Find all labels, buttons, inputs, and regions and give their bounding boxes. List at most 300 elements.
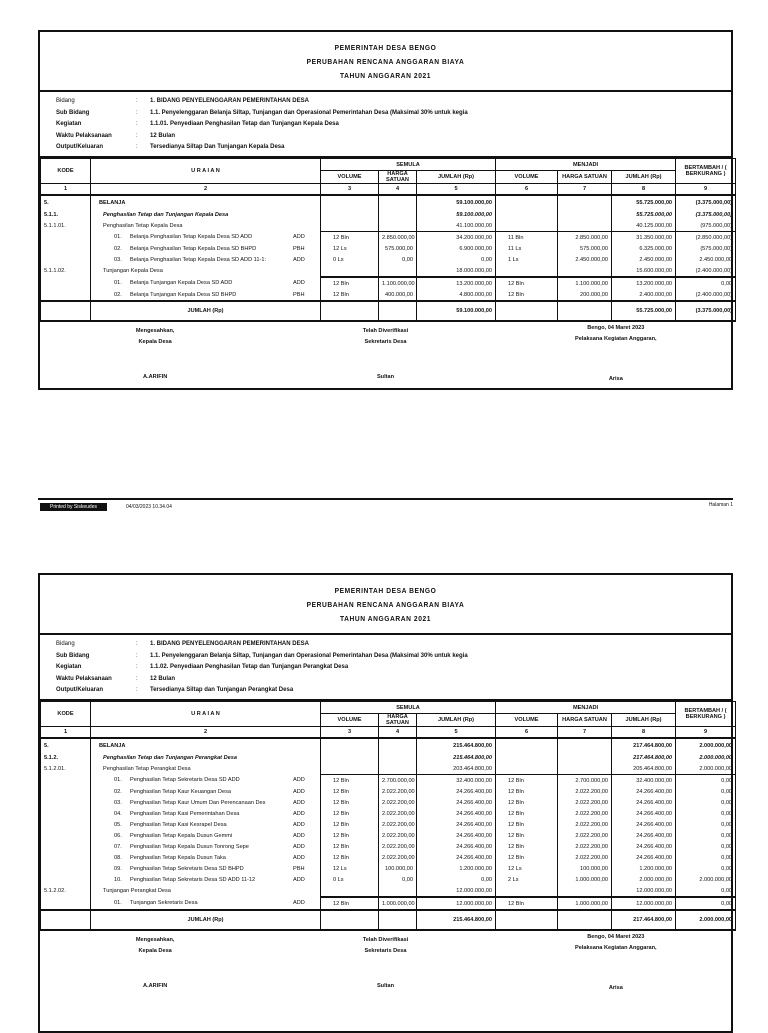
item-number: 07. [114,843,122,850]
item-selisih: 2.000.000,00 [676,874,736,885]
table-row [41,254,736,265]
item-name: Penghasilan Tetap Sekretaris Desa SD BHPD [130,865,244,872]
row-jumlah-semula: 18.000.000,00 [417,265,496,277]
item-harga-semula: 2.022.200,00 [379,797,417,808]
item-harga-semula: 400.000,00 [379,289,417,301]
item-jumlah-menjadi: 31.350.000,00 [612,232,676,244]
item-selisih: 2.450.000,00 [676,254,736,265]
row-uraian: BELANJA [91,738,321,752]
item-jumlah-semula: 1.200.000,00 [417,863,496,874]
table-row [41,830,736,841]
item-name: Belanja Penghasilan Tetap Kepala Desa SD BHPD [130,245,257,252]
item-source: ADD [293,810,305,817]
signature-caption: Telah Diverifikasi [362,937,409,943]
item-volume-menjadi: 2 Ls [496,874,558,885]
table-row [41,819,736,830]
signature-name: Arisa [608,985,623,991]
item-harga-menjadi: 575.000,00 [558,243,612,254]
item-jumlah-menjadi: 2.450.000,00 [612,254,676,265]
row-kode: 5.1.1. [41,209,91,220]
item-jumlah-semula: 0,00 [417,874,496,885]
item-number: 01. [114,777,122,784]
item-volume-semula: 12 Bln [321,852,379,863]
table-row-group [41,265,736,277]
table-row [41,243,736,254]
table-row-group [41,220,736,232]
col-number: 7 [558,184,612,196]
col-number: 9 [676,727,736,739]
table-row [41,786,736,797]
item-name: Penghasilan Tetap Kasi Kesrapel Desa [130,821,227,828]
col-number: 5 [417,184,496,196]
item-volume-menjadi: 12 Bln [496,830,558,841]
item-harga-menjadi: 2.700.000,00 [558,775,612,787]
info-waktu: Waktu Pelaksanaan : 12 Bulan [56,675,176,682]
title-year: TAHUN ANGGARAN 2021 [339,73,432,80]
signature-caption: Mengesahkan, [135,937,175,943]
row-jumlah-menjadi: 40.125.000,00 [612,220,676,232]
item-jumlah-semula: 4.800.000,00 [417,289,496,301]
signature-kepala-desa [40,322,270,388]
item-volume-menjadi: 12 Bln [496,897,558,910]
signature-role: Pelaksana Kegiatan Anggaran, [575,945,657,951]
item-name: Belanja Tunjangan Kepala Desa SD BHPD [130,291,237,298]
signature-role: Kepala Desa [138,948,172,954]
col-number: 4 [379,184,417,196]
item-volume-semula: 12 Bln [321,830,379,841]
item-name: Penghasilan Tetap Kasi Pemerintahan Desa [130,810,240,817]
item-harga-semula: 0,00 [379,254,417,265]
item-selisih: 0,00 [676,786,736,797]
row-jumlah-semula: 203.464.800,00 [417,763,496,775]
total-row [41,910,736,930]
item-jumlah-menjadi: 1.200.000,00 [612,863,676,874]
row-selisih: (3.375.000,00) [676,209,736,220]
item-volume-menjadi: 1 Ls [496,254,558,265]
col-header-uraian: U R A I A N [91,159,321,184]
item-jumlah-menjadi: 12.000.000,00 [612,897,676,910]
item-source: PBH [293,865,305,872]
info-sub-bidang: Sub Bidang : 1.1. Penyelenggaran Belanja Siltap, Tunjangan dan Operasional Pemerintahan Desa (Maksimal 30% untuk kegia [56,109,468,116]
item-harga-menjadi: 2.850.000,00 [558,232,612,244]
item-source: PBH [293,245,305,252]
item-volume-menjadi: 11 Ls [496,243,558,254]
item-name: Penghasilan Tetap Kepala Dusun Gemmi [130,832,233,839]
item-jumlah-semula: 24.266.400,00 [417,797,496,808]
item-number: 05. [114,821,122,828]
item-jumlah-menjadi: 24.266.400,00 [612,841,676,852]
row-selisih: 2.000.000,00 [676,763,736,775]
signature-pelaksana [501,322,731,388]
item-name: Belanja Penghasilan Tetap Kepala Desa SD ADD [130,234,253,241]
table-row [41,232,736,244]
item-harga-menjadi: 2.022.200,00 [558,808,612,819]
item-selisih: (2.850.000,00) [676,232,736,244]
col-header-volume: VOLUME [321,171,379,184]
col-header-kode: KODE [41,159,91,184]
col-header-harga: HARGA SATUAN [558,714,612,727]
item-source: ADD [293,843,305,850]
document-title [40,575,731,635]
item-jumlah-menjadi: 24.266.400,00 [612,819,676,830]
table-row [41,797,736,808]
item-harga-semula: 1.100.000,00 [379,277,417,289]
col-number: 1 [41,727,91,739]
table-row [41,897,736,910]
item-harga-menjadi: 1.000.000,00 [558,897,612,910]
table-row [41,841,736,852]
item-volume-semula: 12 Ls [321,863,379,874]
item-volume-semula: 12 Bln [321,775,379,787]
item-name: Penghasilan Tetap Kaur Umum Dan Perencanaan Des [130,799,266,806]
col-header-uraian: U R A I A N [91,702,321,727]
item-name: Penghasilan Tetap Kepala Dusun Taka [130,854,226,861]
row-jumlah-menjadi: 217.464.800,00 [612,752,676,763]
col-number: 8 [612,184,676,196]
item-harga-semula: 0,00 [379,874,417,885]
info-bidang: Bidang : 1. BIDANG PENYELENGGARAN PEMERINTAHAN DESA [56,98,309,104]
item-volume-semula: 0 Ls [321,254,379,265]
signature-name: Arisa [608,376,623,382]
item-selisih: (2.400.000,00) [676,289,736,301]
title-document: PERUBAHAN RENCANA ANGGARAN BIAYA [306,602,465,609]
item-name: Penghasilan Tetap Kepala Dusun Tonrong Sepe [130,843,249,850]
item-jumlah-semula: 24.266.400,00 [417,841,496,852]
col-header-jumlah: JUMLAH (Rp) [612,714,676,727]
rab-page-2 [38,573,733,1033]
item-jumlah-menjadi: 24.266.400,00 [612,808,676,819]
signature-sekretaris [270,931,500,997]
row-kode: 5.1.2.02. [41,885,91,897]
item-volume-semula: 12 Bln [321,797,379,808]
item-jumlah-semula: 34.200.000,00 [417,232,496,244]
signature-caption: Telah Diverifikasi [362,328,409,334]
row-jumlah-semula: 215.464.800,00 [417,752,496,763]
rab-page-1 [38,30,733,390]
row-jumlah-menjadi: 55.725.000,00 [612,195,676,209]
item-name: Penghasilan Tetap Kaur Keuangan Desa [130,788,231,795]
info-output: Output/Keluaran : Tersedianya Siltap dan Tunjangan Perangkat Desa [56,687,294,693]
item-volume-menjadi: 12 Bln [496,277,558,289]
col-number: 3 [321,727,379,739]
row-uraian: Tunjangan Kepala Desa [91,265,321,277]
item-source: ADD [293,777,305,784]
col-header-jumlah: JUMLAH (Rp) [417,714,496,727]
item-volume-menjadi: 12 Bln [496,289,558,301]
item-jumlah-semula: 6.900.000,00 [417,243,496,254]
item-source: ADD [293,280,305,286]
item-source: ADD [293,832,305,839]
col-number: 6 [496,184,558,196]
activity-info [40,92,731,158]
item-number: 06. [114,832,122,839]
item-harga-menjadi: 2.022.200,00 [558,852,612,863]
item-source: ADD [293,854,305,861]
item-source: ADD [293,821,305,828]
item-volume-menjadi: 11 Bln [496,232,558,244]
table-row-group [41,738,736,752]
item-jumlah-semula: 24.266.400,00 [417,786,496,797]
info-sub-bidang: Sub Bidang : 1.1. Penyelenggaran Belanja Siltap, Tunjangan dan Operasional Pemerintahan Desa (Maksimal 30% untuk kegia [56,652,468,659]
info-output: Output/Keluaran : Tersedianya Siltap Dan Tunjangan Kepala Desa [56,144,285,150]
footer-rule [38,498,733,500]
item-number: 02. [114,291,122,298]
info-bidang: Bidang : 1. BIDANG PENYELENGGARAN PEMERINTAHAN DESA [56,641,309,647]
total-menjadi: 55.725.000,00 [612,301,676,321]
row-kode: 5.1.2.01. [41,763,91,775]
row-selisih: (2.400.000,00) [676,265,736,277]
budget-table [40,701,736,931]
total-selisih: (3.375.000,00) [676,301,736,321]
item-selisih: 0,00 [676,277,736,289]
item-number: 08. [114,854,122,861]
item-jumlah-menjadi: 24.266.400,00 [612,786,676,797]
item-harga-menjadi: 2.022.200,00 [558,797,612,808]
row-jumlah-menjadi: 55.725.000,00 [612,209,676,220]
item-source: ADD [293,876,305,883]
item-volume-semula: 12 Bln [321,277,379,289]
item-selisih: 0,00 [676,797,736,808]
item-number: 01. [114,280,122,286]
col-header-harga: HARGA SATUAN [379,714,417,727]
item-jumlah-menjadi: 24.266.400,00 [612,830,676,841]
col-number: 1 [41,184,91,196]
item-harga-menjadi: 2.022.200,00 [558,841,612,852]
total-selisih: 2.000.000,00 [676,910,736,930]
signature-role: Kepala Desa [138,339,172,345]
item-jumlah-semula: 24.266.400,00 [417,819,496,830]
item-harga-menjadi: 1.100.000,00 [558,277,612,289]
item-volume-semula: 12 Bln [321,232,379,244]
budget-table [40,158,736,322]
item-volume-semula: 12 Bln [321,897,379,910]
total-semula: 215.464.800,00 [417,910,496,930]
col-header-bertambah: BERTAMBAH / ( BERKURANG ) [676,702,736,727]
item-volume-menjadi: 12 Bln [496,797,558,808]
title-government: PEMERINTAH DESA BENGO [334,45,437,52]
info-kegiatan: Kegiatan : 1.1.02. Penyediaan Penghasilan Tetap dan Tunjangan Perangkat Desa [56,664,349,670]
item-selisih: 0,00 [676,775,736,787]
row-kode: 5.1.2. [41,752,91,763]
item-harga-menjadi: 2.022.200,00 [558,819,612,830]
row-kode: 5. [41,195,91,209]
item-harga-menjadi: 1.000.000,00 [558,874,612,885]
item-selisih: 0,00 [676,841,736,852]
page-footer [38,498,733,510]
info-kegiatan: Kegiatan : 1.1.01. Penyediaan Penghasilan Tetap dan Tunjangan Kepala Desa [56,121,339,127]
item-number: 03. [114,799,122,806]
row-jumlah-semula: 59.100.000,00 [417,209,496,220]
row-jumlah-menjadi: 217.464.800,00 [612,738,676,752]
item-number: 10. [114,876,122,883]
col-header-harga: HARGA SATUAN [558,171,612,184]
item-number: 03. [114,256,122,263]
col-number: 2 [91,727,321,739]
signature-caption: Mengesahkan, [135,328,175,334]
item-harga-semula: 2.022.200,00 [379,808,417,819]
item-harga-semula: 575.000,00 [379,243,417,254]
signature-date: Bengo, 04 Maret 2023 [587,325,645,331]
col-header-volume: VOLUME [496,171,558,184]
row-kode: 5. [41,738,91,752]
item-volume-menjadi: 12 Bln [496,819,558,830]
item-harga-semula: 1.000.000,00 [379,897,417,910]
col-number: 4 [379,727,417,739]
item-jumlah-semula: 32.400.000,00 [417,775,496,787]
item-jumlah-menjadi: 2.000.000,00 [612,874,676,885]
item-jumlah-menjadi: 2.400.000,00 [612,289,676,301]
col-number: 9 [676,184,736,196]
table-row [41,808,736,819]
item-volume-menjadi: 12 Bln [496,775,558,787]
col-number: 5 [417,727,496,739]
row-selisih: 2.000.000,00 [676,738,736,752]
signature-name: Sultan [376,374,395,380]
table-row [41,277,736,289]
signature-date: Bengo, 04 Maret 2023 [587,934,645,940]
table-row-group [41,209,736,220]
signature-name: Sultan [376,983,395,989]
item-volume-menjadi: 12 Bln [496,852,558,863]
col-header-jumlah: JUMLAH (Rp) [417,171,496,184]
signature-name: A.ARIFIN [143,983,168,989]
item-selisih: 0,00 [676,863,736,874]
col-header-harga: HARGA SATUAN [379,171,417,184]
table-row-group [41,763,736,775]
item-harga-semula: 2.022.200,00 [379,819,417,830]
item-jumlah-semula: 24.266.400,00 [417,830,496,841]
row-jumlah-semula: 59.100.000,00 [417,195,496,209]
col-header-volume: VOLUME [496,714,558,727]
document-title [40,32,731,92]
row-selisih: 0,00 [676,885,736,897]
item-volume-menjadi: 12 Ls [496,863,558,874]
item-source: ADD [293,788,305,795]
col-number: 7 [558,727,612,739]
item-source: ADD [293,234,305,241]
col-number: 8 [612,727,676,739]
item-source: ADD [293,799,305,806]
item-harga-semula: 2.700.000,00 [379,775,417,787]
item-harga-semula: 2.022.200,00 [379,830,417,841]
info-waktu: Waktu Pelaksanaan : 12 Bulan [56,132,176,139]
activity-info [40,635,731,701]
item-harga-semula: 2.022.200,00 [379,786,417,797]
item-source: ADD [293,256,305,263]
col-header-bertambah: BERTAMBAH / ( BERKURANG ) [676,159,736,184]
row-uraian: BELANJA [91,195,321,209]
item-volume-semula: 0 Ls [321,874,379,885]
row-kode: 5.1.1.01. [41,220,91,232]
table-row-group [41,752,736,763]
total-row [41,301,736,321]
item-number: 02. [114,788,122,795]
row-uraian: Tunjangan Perangkat Desa [91,885,321,897]
item-volume-semula: 12 Bln [321,786,379,797]
col-header-kode: KODE [41,702,91,727]
col-header-menjadi: MENJADI [496,702,676,714]
title-government: PEMERINTAH DESA BENGO [334,588,437,595]
col-number: 6 [496,727,558,739]
item-volume-menjadi: 12 Bln [496,786,558,797]
item-name: Tunjangan Sekretaris Desa [130,900,198,906]
item-volume-menjadi: 12 Bln [496,841,558,852]
col-header-menjadi: MENJADI [496,159,676,171]
row-uraian: Penghasilan Tetap dan Tunjangan Kepala Desa [91,209,321,220]
item-harga-semula: 100.000,00 [379,863,417,874]
item-selisih: 0,00 [676,819,736,830]
item-harga-menjadi: 200.000,00 [558,289,612,301]
signature-role: Sekretaris Desa [364,948,407,954]
col-header-volume: VOLUME [321,714,379,727]
item-jumlah-semula: 12.000.000,00 [417,897,496,910]
row-jumlah-semula: 12.000.000,00 [417,885,496,897]
item-harga-menjadi: 2.022.200,00 [558,830,612,841]
row-selisih: (975.000,00) [676,220,736,232]
item-source: ADD [293,900,305,906]
item-volume-menjadi: 12 Bln [496,808,558,819]
item-volume-semula: 12 Bln [321,841,379,852]
item-volume-semula: 12 Bln [321,808,379,819]
item-harga-menjadi: 2.022.200,00 [558,786,612,797]
table-row [41,863,736,874]
signature-kepala-desa [40,931,270,997]
item-selisih: 0,00 [676,897,736,910]
item-source: PBH [293,291,305,298]
total-menjadi: 217.464.800,00 [612,910,676,930]
item-number: 04. [114,810,122,817]
row-jumlah-menjadi: 12.000.000,00 [612,885,676,897]
signature-name: A.ARIFIN [143,374,168,380]
item-name: Penghasilan Tetap Sekretaris Desa SD ADD 11-12 [130,876,256,883]
signature-block [40,931,731,997]
item-jumlah-menjadi: 32.400.000,00 [612,775,676,787]
item-jumlah-menjadi: 24.266.400,00 [612,797,676,808]
table-row [41,775,736,787]
row-uraian: Penghasilan Tetap dan Tunjangan Perangkat Desa [91,752,321,763]
item-jumlah-menjadi: 24.266.400,00 [612,852,676,863]
table-row [41,289,736,301]
item-volume-semula: 12 Ls [321,243,379,254]
row-uraian: Penghasilan Tetap Perangkat Desa [91,763,321,775]
item-harga-semula: 2.022.200,00 [379,841,417,852]
item-harga-semula: 2.850.000,00 [379,232,417,244]
row-kode: 5.1.1.02. [41,265,91,277]
page-number: Halaman 1 [708,502,733,508]
row-jumlah-menjadi: 205.464.800,00 [612,763,676,775]
print-timestamp: 04/03/2023 10.34.04 [126,504,172,510]
item-harga-menjadi: 2.450.000,00 [558,254,612,265]
signature-sekretaris [270,322,500,388]
row-jumlah-menjadi: 15.600.000,00 [612,265,676,277]
item-number: 09. [114,865,122,872]
item-jumlah-menjadi: 6.325.000,00 [612,243,676,254]
row-selisih: 2.000.000,00 [676,752,736,763]
item-name: Belanja Tunjangan Kepala Desa SD ADD [130,280,233,286]
signature-role: Pelaksana Kegiatan Anggaran, [575,336,657,342]
col-number: 2 [91,184,321,196]
row-jumlah-semula: 215.464.800,00 [417,738,496,752]
signature-pelaksana [501,931,731,997]
table-row-group [41,195,736,209]
signature-block [40,322,731,388]
total-label: JUMLAH (Rp) [91,301,321,321]
item-jumlah-semula: 0,00 [417,254,496,265]
row-uraian: Penghasilan Tetap Kepala Desa [91,220,321,232]
item-jumlah-semula: 24.266.400,00 [417,808,496,819]
col-header-jumlah: JUMLAH (Rp) [612,171,676,184]
col-header-semula: SEMULA [321,702,496,714]
